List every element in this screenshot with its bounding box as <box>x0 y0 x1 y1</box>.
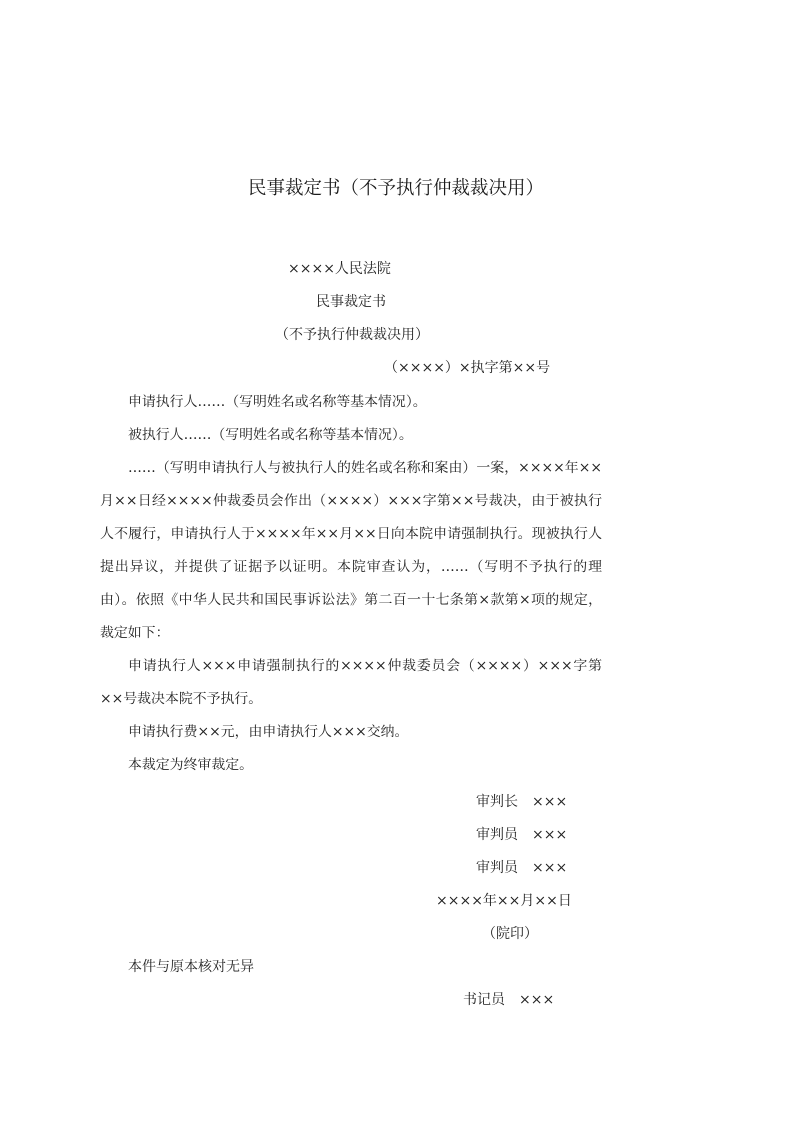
doc-subtype: （不予执行仲裁裁决用） <box>275 327 429 343</box>
presiding-judge: 审判长 ××× <box>476 794 568 810</box>
court-seal: （院印） <box>482 926 538 942</box>
finality-paragraph: 本裁定为终审裁定。 <box>128 757 254 773</box>
doc-type: 民事裁定书 <box>316 294 386 310</box>
judge-2: 审判员 ××× <box>476 860 568 876</box>
document-title: 民事裁定书（不予执行仲裁裁决用） <box>248 178 545 199</box>
judge-1: 审判员 ××× <box>476 827 568 843</box>
ruling-paragraph: 申请执行人×××申请强制执行的××××仲裁委员会（××××）×××字第××号裁决本院不予执行。 <box>100 658 602 707</box>
applicant-info: 申请执行人……（写明姓名或名称等基本情况）。 <box>128 394 427 410</box>
case-number: （××××）×执字第××号 <box>384 360 551 376</box>
certification-note: 本件与原本核对无异 <box>128 959 254 975</box>
respondent-info: 被执行人……（写明姓名或名称等基本情况）。 <box>128 427 413 443</box>
court-name: ××××人民法院 <box>288 261 391 277</box>
ruling-date: ××××年××月××日 <box>436 893 572 909</box>
document-body <box>100 386 602 782</box>
clerk-signature: 书记员 ××× <box>463 992 555 1008</box>
facts-paragraph: ……（写明申请执行人与被执行人的姓名或名称和案由）一案，××××年××月××日经××××仲裁委员会作出（××××）×××字第××号裁决，由于被执行人不履行，申请执行人于××××年××月××日向本院申请强制执行。现被执行人提出异议，并提供了证据予以证明。本院审查认为，……（写明不予执行的理由）。依照《中华人民共和国民事诉讼法》第二百一十七条第×款第×项的规定，裁定如下： <box>100 460 602 641</box>
fee-paragraph: 申请执行费××元，由申请执行人×××交纳。 <box>128 724 409 740</box>
